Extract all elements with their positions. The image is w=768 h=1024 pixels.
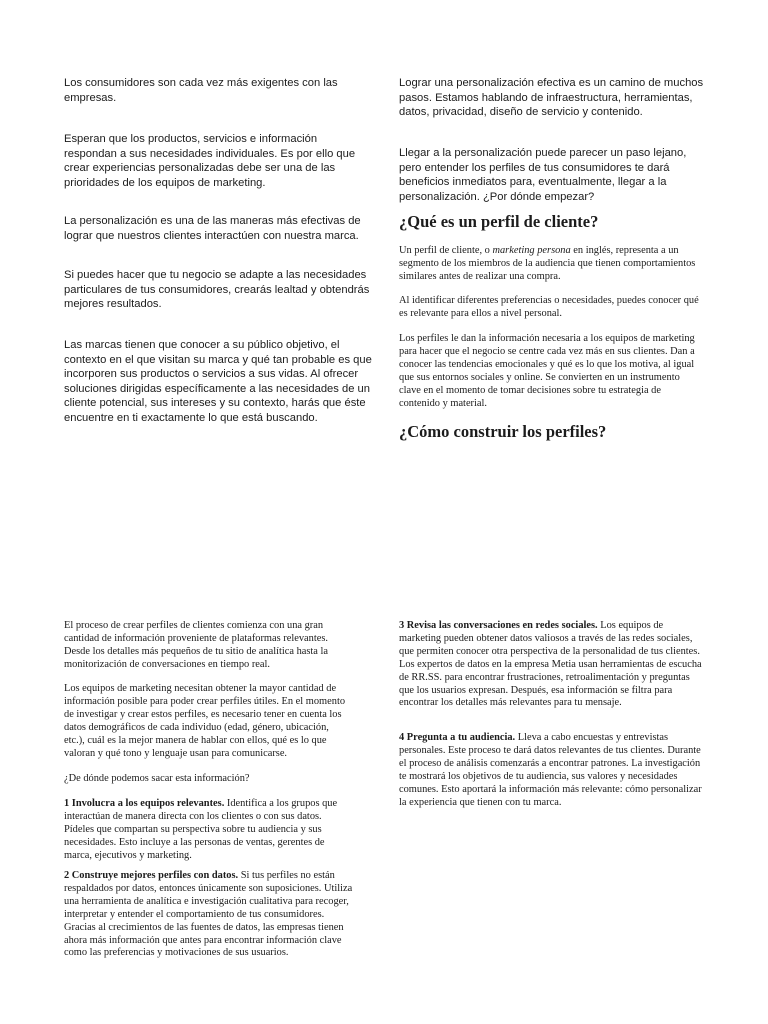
item-title: 3 Revisa las conversaciones en redes sociales.: [399, 620, 598, 631]
section-heading: ¿Cómo construir los perfiles?: [399, 422, 607, 441]
emphasis: marketing persona: [492, 245, 571, 256]
paragraph: Esperan que los productos, servicios e información respondan a sus necesidades individuales. Es por ello que crear experiencias personalizadas debe ser una de las prioridades de los equipos de marketing.: [64, 133, 356, 189]
list-item: [64, 798, 354, 863]
item-text: Identifica a los grupos que interactúan de manera directa con los clientes o con sus datos. Pídeles que compartan su perspectiva sobre tu audiencia y sus necesidades. Esto incluye a las personas de ventas, gerentes de marca, ejecutivos y marketing.: [64, 798, 338, 861]
item-text: Lleva a cabo encuestas y entrevistas personales. Este proceso te dará datos relevantes de tus clientes. Durante el proceso de análisis comenzarás a encontrar patrones. La investigación te mostrará los objetivos de tu audiencia, sus valores y necesidades comunes. Esto aportará la información más relevante: cómo personalizar la experiencia que tienen con tu marca.: [399, 732, 702, 808]
item-title: 4 Pregunta a tu audiencia.: [399, 732, 516, 743]
paragraph: Al identificar diferentes preferencias o necesidades, puedes conocer qué es relevante para ellos a nivel personal.: [399, 295, 699, 319]
paragraph: ¿De dónde podemos sacar esta información?: [64, 773, 250, 784]
item-text: Si tus perfiles no están respaldados por datos, entonces únicamente son suposiciones. Utiliza una herramienta de analítica e investigación cualitativa para recoger, interpretar y entender el comportamiento de tus consumidores. Gracias al crecimientos de las fuentes de datos, las empresas tienen ahora más información que antes para encontrar información clave como las preferencias y motivaciones de sus usuarios.: [64, 870, 353, 959]
item-title: 1 Involucra a los equipos relevantes.: [64, 798, 225, 809]
item-text: Los equipos de marketing pueden obtener datos valiosos a través de las redes sociales, que permiten conocer otra perspectiva de la personalidad de tus clientes. Los expertos de datos en la empresa Metia usan herramientas de escucha de RR.SS. para encontrar frustraciones, retroalimentación y preguntas que los usuarios expresan. Después, esa información se filtra para encontrar los detalles más relevantes para tu mensaje.: [399, 620, 702, 709]
bottom-left-column: [64, 620, 354, 980]
paragraph: [399, 245, 699, 284]
paragraph: Lograr una personalización efectiva es un camino de muchos pasos. Estamos hablando de infraestructura, herramientas, datos, privacidad, diseño de servicio y contenido.: [399, 77, 704, 119]
list-item: [399, 620, 704, 710]
text: en inglés, representa a un segmento de los miembros de la audiencia que tienen comportamientos similares antes de realizar una compra.: [399, 245, 696, 282]
paragraph: Los consumidores son cada vez más exigentes con las empresas.: [64, 77, 338, 104]
list-item: [399, 732, 704, 809]
top-right-column: [399, 76, 709, 456]
paragraph: Los perfiles le dan la información necesaria a los equipos de marketing para hacer que el negocio se centre cada vez más en sus clientes. Dan a conocer las tendencias emocionales y qué es lo que los motiva, al igual que sus entornos sociales y online. Se convierten en un instrumento clave en el momento de tomar decisiones sobre tu estrategia de contenido y material.: [399, 333, 695, 409]
text: Un perfil de cliente, o: [399, 245, 493, 256]
paragraph: El proceso de crear perfiles de clientes comienza con una gran cantidad de información proveniente de plataformas relevantes. Desde los detalles más pequeños de tu sitio de analítica hasta la monitorización de conversaciones en tiempo real.: [64, 620, 329, 670]
item-title: 2 Construye mejores perfiles con datos.: [64, 870, 239, 881]
paragraph: Los equipos de marketing necesitan obtener la mayor cantidad de información posible para poder crear perfiles útiles. En el momento de investigar y crear estos perfiles, es necesario tener en cuenta los datos demográficos de cada individuo (edad, género, ubicación, etc.), cuál es la mejor manera de hablar con ellos, qué es lo que valoran y qué tono y lenguaje usan para comunicarse.: [64, 683, 346, 759]
section-heading: ¿Qué es un perfil de cliente?: [399, 212, 599, 231]
paragraph: Si puedes hacer que tu negocio se adapte a las necesidades particulares de tus consumidores, crearás lealtad y obtendrás mejores resultados.: [64, 269, 370, 311]
paragraph: Las marcas tienen que conocer a su público objetivo, el contexto en el que visitan su marca y qué tan probable es que incorporen sus productos o servicios a sus vidas. Al ofrecer soluciones dirigidas específicamente a las necesidades de un cliente potencial, sus intereses y su contexto, harás que éste encuentre en ti exactamente lo que está buscando.: [64, 339, 372, 424]
list-item: [64, 870, 354, 960]
bottom-right-column: [399, 620, 704, 820]
paragraph: Llegar a la personalización puede parecer un paso lejano, pero entender los perfiles de tus consumidores te dará beneficios inmediatos para, eventualmente, llegar a la personalización. ¿Por dónde empezar?: [399, 147, 687, 203]
paragraph: La personalización es una de las maneras más efectivas de lograr que nuestros clientes interactúen con nuestra marca.: [64, 215, 361, 242]
